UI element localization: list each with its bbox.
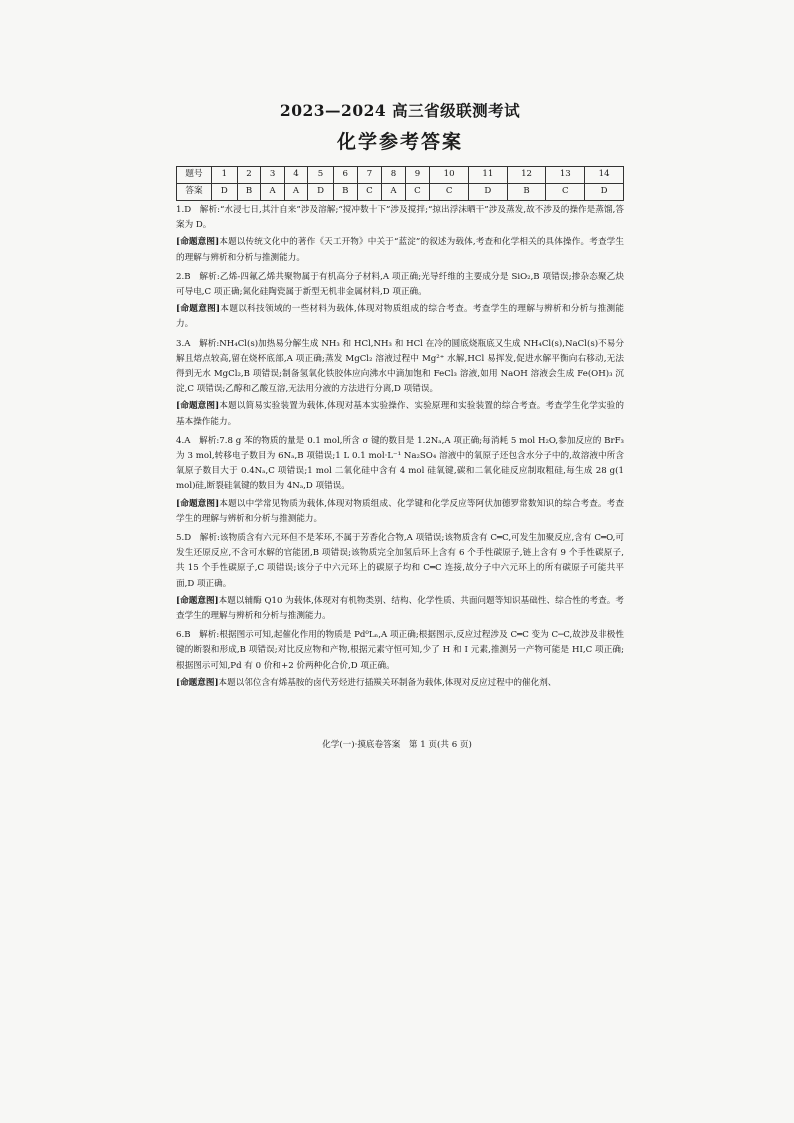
question-analysis: [176, 434, 624, 495]
question-id: 1.D: [176, 205, 192, 215]
answer-cell: A: [261, 184, 284, 201]
answer-cell: D: [585, 184, 624, 201]
answer-cell: C: [430, 184, 469, 201]
intent-tag: [命题意图]: [176, 237, 220, 248]
page-footer: 化学(一)·摸底卷答案 第 1 页(共 6 页): [322, 740, 472, 750]
analysis-text: 解析:NH₄Cl(s)加热易分解生成 NH₃ 和 HCl,NH₃ 和 HCl 在冷的圆底烧瓶底又生成 NH₄Cl(s),NaCl(s)不易分解且熔点较高,留在烧杯底部,A 项正确;蒸发 MgCl₂ 溶液过程中 Mg²⁺ 水解,HCl 易挥发,促进水解平衡向右移动,无法得到无水 MgCl₂,B 项错误;制备氢氧化铁胶体应向沸水中滴加饱和 FeCl₃ 溶液,如用 NaOH 溶液会生成 Fe(OH)₃ 沉淀,C 项错误;乙醇和乙酸互溶,无法用分液的方法进行分离,D 项错误。: [176, 338, 624, 395]
intent-tag: [命题意图]: [176, 595, 219, 606]
question-number-cell: 4: [284, 167, 307, 184]
answer-cell: D: [308, 184, 334, 201]
question-intent: [176, 676, 624, 691]
answer-cell: A: [382, 184, 405, 201]
question-number-cell: 6: [333, 167, 357, 184]
intent-text: 本题以简易实验装置为载体,体现对基本实验操作、实验原理和实验装置的综合考查。考查学生化学实验的基本操作能力。: [176, 401, 625, 427]
analysis-text: 解析:7.8 g 苯的物质的量是 0.1 mol,所含 σ 键的数目是 1.2Nₐ,A 项正确;每消耗 5 mol H₂O,参加反应的 BrF₃ 为 3 mol,转移电子数目为 6Nₐ,B 项错误;1 L 0.1 mol·L⁻¹ Na₂SO₄ 溶液中的氧原子还包含水分子中的,故溶液中所含氧原子数目大于 0.4Nₐ,C 项错误;1 mol 二氧化硅中含有 4 mol 硅氧键,碳和二氧化硅反应制取粗硅,每生成 28 g(1 mol)硅,断裂硅氧键的数目为 4Nₐ,D 项错误。: [176, 435, 624, 492]
question-id: 2.B: [176, 271, 191, 282]
question-id: 6.B: [176, 630, 191, 641]
question-intent: [176, 302, 624, 332]
question-number-cell: 8: [382, 167, 405, 184]
question-number-row: [177, 167, 624, 184]
intent-text: 本题以科技领域的一些材料为载体,体现对物质组成的综合考查。考查学生的理解与辨析和分析与推测能力。: [176, 304, 625, 330]
answer-cell: D: [212, 184, 238, 201]
intent-text: 本题以传统文化中的著作《天工开物》中关于“蓝淀”的叙述为载体,考查和化学相关的具体操作。考查学生的理解与辨析和分析与推测能力。: [176, 237, 624, 263]
answer-row: [177, 184, 624, 201]
question-number-cell: 9: [405, 167, 430, 184]
question-analysis: [176, 531, 624, 592]
intent-tag: [命题意图]: [176, 401, 220, 412]
question-analysis: [176, 628, 624, 674]
question-number-cell: 12: [507, 167, 546, 184]
intent-text: 本题以邻位含有烯基胺的卤代芳烃进行插羰关环制备为载体,体现对反应过程中的催化剂、: [218, 677, 557, 688]
question-id: 3.A: [176, 338, 191, 349]
answer-cell: C: [546, 184, 585, 201]
question-number-cell: 7: [357, 167, 382, 184]
answer-cell: B: [333, 184, 357, 201]
question-number-cell: 13: [546, 167, 585, 184]
row-label-answer: 答案: [177, 184, 212, 201]
question-number-cell: 3: [261, 167, 284, 184]
question-number-cell: 10: [430, 167, 469, 184]
question-number-cell: 2: [237, 167, 261, 184]
intent-tag: [命题意图]: [176, 304, 221, 315]
question-analysis: [176, 203, 624, 233]
question-number-cell: 11: [468, 167, 507, 184]
question-number-cell: 1: [212, 167, 238, 184]
row-label-number: 题号: [177, 167, 212, 184]
intent-text: 本题以中学常见物质为载体,体现对物质组成、化学键和化学反应等阿伏加德罗常数知识的综合考查。考查学生的理解与辨析和分析与推测能力。: [176, 498, 625, 524]
question-intent: [176, 497, 624, 527]
intent-text: 本题以辅酶 Q10 为载体,体现对有机物类别、结构、化学性质、共面问题等知识基础性、综合性的考查。考查学生的理解与辨析和分析与推测能力。: [176, 595, 624, 622]
question-analysis: [176, 270, 624, 300]
answer-cell: D: [468, 184, 507, 201]
question-intent: [176, 235, 624, 265]
answer-key-title: 化学参考答案: [336, 131, 463, 153]
answer-cell: B: [507, 184, 546, 201]
answer-cell: C: [405, 184, 430, 201]
question-list: [176, 203, 624, 691]
answer-content: [176, 100, 624, 695]
question-id: 4.A: [176, 435, 191, 446]
question-number-cell: 5: [308, 167, 334, 184]
analysis-text: 解析:该物质含有六元环但不是苯环,不属于芳香化合物,A 项错误;该物质含有 C═C,可发生加聚反应,含有 C═O,可发生还原反应,不含可水解的官能团,B 项错误;该物质完全加氢后环上含有 6 个手性碳原子,链上含有 9 个手性碳原子,共 15 个手性碳原子,C 项错误;该分子中六元环上的碳原子均和 C═C 连接,故分子中六元环上的所有碳原子可能共平面,D 项正确。: [176, 533, 624, 589]
question-analysis: [176, 337, 624, 398]
answer-cell: B: [237, 184, 261, 201]
analysis-text: 解析:根据图示可知,起催化作用的物质是 Pd⁰Lₙ,A 项正确;根据图示,反应过程涉及 C═C 变为 C─C,故涉及非极性键的断裂和形成,B 项错误;对比反应物和产物,根据元素守恒可知,少了 H 和 I 元素,推测另一产物可能是 HI,C 项正确;根据图示可知,Pd 有 0 价和+2 价两种化合价,D 项正确。: [176, 630, 624, 671]
answer-cell: A: [284, 184, 307, 201]
answer-cell: C: [357, 184, 382, 201]
question-number-cell: 14: [585, 167, 624, 184]
question-intent: [176, 399, 624, 429]
analysis-text: 解析:乙烯-四氟乙烯共聚物属于有机高分子材料,A 项正确;光导纤维的主要成分是 SiO₂,B 项错误;掺杂态聚乙炔可导电,C 项正确;氮化硅陶瓷属于新型无机非金属材料,D 项正确。: [176, 271, 624, 298]
intent-tag: [命题意图]: [176, 677, 219, 688]
exam-title: 2023—2024 高三省级联测考试: [279, 101, 521, 120]
question-id: 5.D: [176, 533, 192, 544]
question-intent: [176, 594, 624, 624]
analysis-text: 解析:“水浸七日,其汁自来”涉及溶解;“搅冲数十下”涉及搅拌;“掠出浮沫晒干”涉及蒸发,故不涉及的操作是蒸馏,答案为 D。: [176, 205, 624, 231]
answer-table: [176, 166, 624, 201]
intent-tag: [命题意图]: [176, 498, 220, 509]
